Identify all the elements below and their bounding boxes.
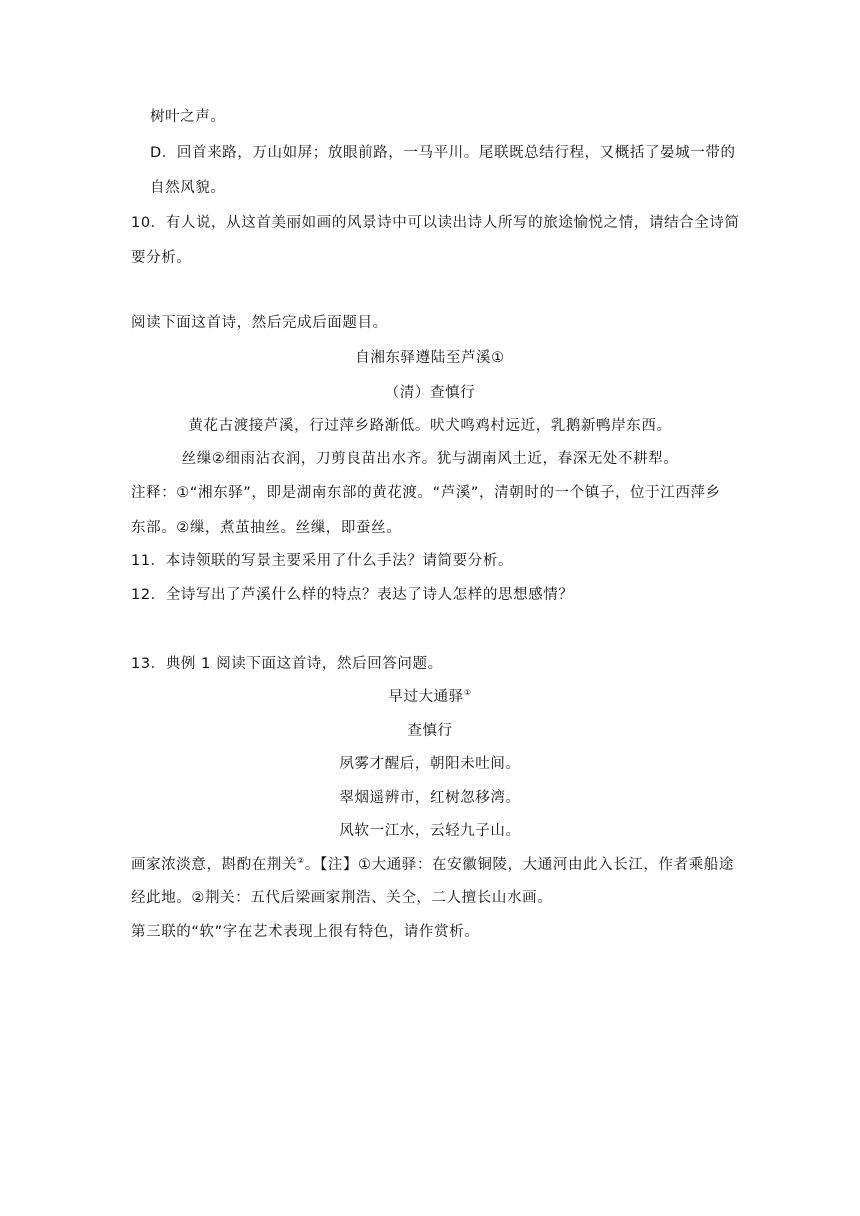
- poem2-line-3: 风软一江水，云轻九子山。: [339, 823, 521, 839]
- question-12: 12．全诗写出了芦溪什么样的特点？表达了诗人怎样的思想感情？: [131, 587, 574, 603]
- poem2-last-line-and-note: [131, 855, 734, 875]
- poem-note-line1: 注释：①“湘东驿”，即是湖南东部的黄花渡。“芦溪”，清朝时的一个镇子，位于江西萍乡: [131, 485, 721, 501]
- poem2-title: [0, 687, 860, 707]
- poem2-note-line1: 。【注】①大通驿：在安徽铜陵，大通河由此入长江，作者乘船途: [304, 857, 735, 873]
- poem-line-2: 丝缫②细雨沾衣润，刀剪良苗出水齐。犹与湖南风土近，春深无处不耕犁。: [181, 451, 679, 467]
- poem2-line-1: 夙雾才醒后，朝阳未吐间。: [339, 756, 521, 772]
- option-d-line1: D．回首来路，万山如屏；放眼前路，一马平川。尾联既总结行程，又概括了晏城一带的: [150, 145, 736, 161]
- poem2-title-text: 早过大通驿: [388, 689, 464, 705]
- option-d-line2: 自然风貌。: [150, 180, 226, 196]
- poem2-author: 查慎行: [407, 723, 453, 739]
- question-10-line2: 要分析。: [131, 250, 192, 266]
- poem-title: 自湘东驿遵陆至芦溪①: [355, 350, 505, 366]
- question-13-prompt: 第三联的“软”字在艺术表现上很有特色，请作赏析。: [131, 924, 480, 940]
- poem-author: （清）查慎行: [384, 385, 476, 401]
- section-intro: 阅读下面这首诗，然后完成后面题目。: [131, 315, 388, 331]
- option-c-tail: 树叶之声。: [150, 109, 226, 125]
- poem-note-line2: 东部。②缫，煮茧抽丝。丝缫，即蚕丝。: [131, 520, 402, 536]
- poem2-last-footnote: ②: [297, 856, 305, 865]
- poem2-last-line: 画家浓淡意，斟酌在荆关: [131, 857, 298, 873]
- poem2-title-footnote: ①: [463, 688, 472, 697]
- question-13-intro: 13．典例 1 阅读下面这首诗，然后回答问题。: [131, 656, 443, 672]
- poem-line-1: 黄花古渡接芦溪，行过萍乡路渐低。吠犬鸣鸡村远近，乳鹅新鸭岸东西。: [188, 418, 672, 434]
- poem2-line-2: 翠烟遥辨市，红树忽移湾。: [339, 790, 521, 806]
- poem2-note-line2: 经此地。②荆关：五代后梁画家荆浩、关仝，二人擅长山水画。: [131, 890, 553, 906]
- question-10-line1: 10．有人说，从这首美丽如画的风景诗中可以读出诗人所写的旅途愉悦之情，请结合全诗简: [131, 215, 740, 231]
- question-11: 11．本诗领联的写景主要采用了什么手法？请简要分析。: [131, 553, 514, 569]
